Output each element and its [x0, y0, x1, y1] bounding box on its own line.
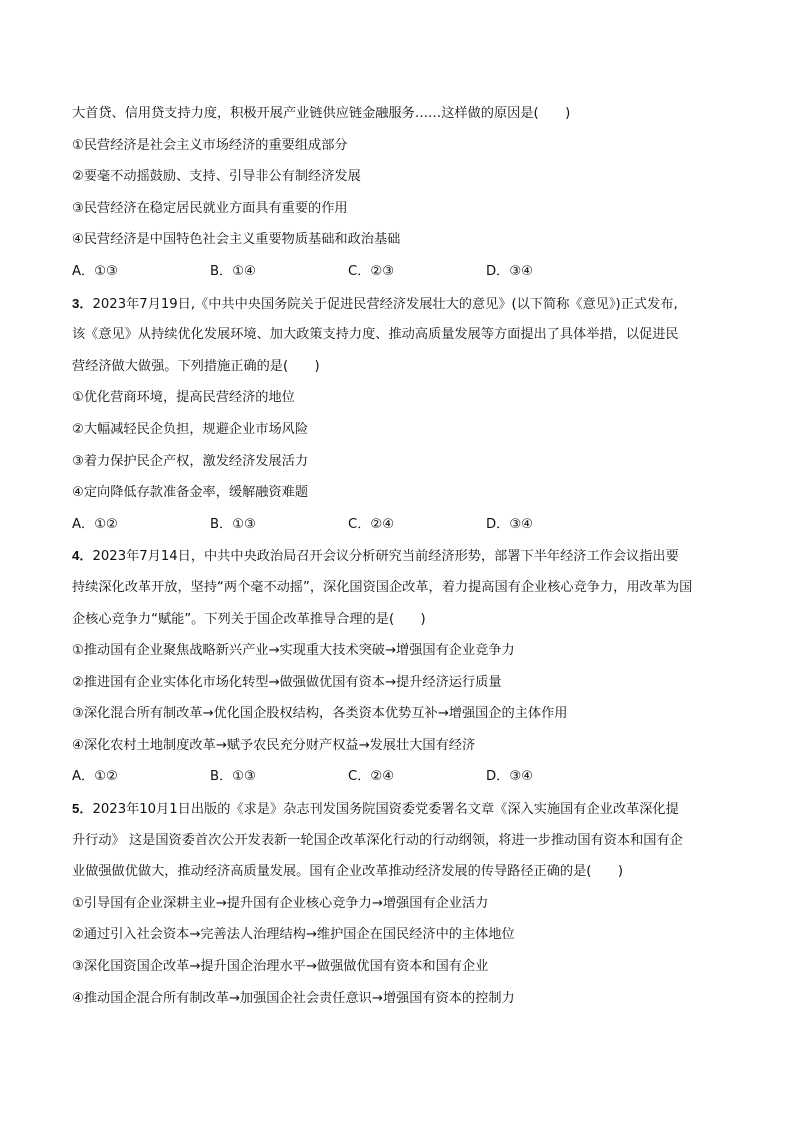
q4-stem-line-3: 企核心竞争力“赋能”。下列关于国企改革推导合理的是( ) [72, 611, 426, 627]
q2-choice-c: C．②③ [348, 263, 395, 279]
q5-option-3: ③深化国资国企改革→提升国企治理水平→做强做优国有资本和国有企业 [72, 959, 489, 975]
q4-choice-a: A．①② [72, 769, 118, 785]
q4-number: 4． [72, 548, 93, 564]
q5-stem-line-2: 升行动》 这是国资委首次公开发表新一轮国企改革深化行动的行动纲领，将进一步推动国有资本和国有企 [72, 832, 683, 848]
q4-option-4: ④深化农村土地制度改革→赋予农民充分财产权益→发展壮大国有经济 [72, 737, 476, 753]
q4-option-1: ①推动国有企业聚焦战略新兴产业→实现重大技术突破→增强国有企业竞争力 [72, 643, 515, 659]
q2-choice-b: B．①④ [210, 263, 256, 279]
q3-stem-line-3: 营经济做大做强。下列措施正确的是( ) [72, 358, 320, 374]
q2-option-2: ②要毫不动摇鼓励、支持、引导非公有制经济发展 [72, 169, 361, 185]
q4-stem-line-1 [72, 540, 722, 572]
q5-number: 5． [72, 801, 93, 817]
q4-stem-line-2: 持续深化改革开放，坚持“两个毫不动摇”，深化国资国企改革，着力提高国有企业核心竞争力，用改革为国 [72, 579, 693, 595]
q3-option-1: ①优化营商环境，提高民营经济的地位 [72, 390, 295, 406]
q3-choice-d: D．③④ [486, 516, 533, 532]
q5-option-1: ①引导国有企业深耕主业→提升国有企业核心竞争力→增强国有企业活力 [72, 895, 489, 911]
q4-option-3: ③深化混合所有制改革→优化国企股权结构，各类资本优势互补→增强国企的主体作用 [72, 706, 568, 722]
q3-choices [72, 509, 722, 541]
q3-number: 3． [72, 295, 93, 311]
q4-choice-d: D．③④ [486, 769, 533, 785]
q5-stem-text-1: 2023年10月1日出版的《求是》杂志刊发国务院国资委党委署名文章《深入实施国有企业改革深化提 [92, 802, 679, 818]
q2-choices [72, 256, 722, 288]
q2-option-3: ③民营经济在稳定居民就业方面具有重要的作用 [72, 200, 348, 216]
q5-option-2: ②通过引入社会资本→完善法人治理结构→维护国企在国民经济中的主体地位 [72, 927, 515, 943]
q4-option-2: ②推进国有企业实体化市场化转型→做强做优国有资本→提升经济运行质量 [72, 674, 502, 690]
q5-option-4: ④推动国企混合所有制改革→加强国企社会责任意识→增强国有资本的控制力 [72, 990, 515, 1006]
q2-option-4: ④民营经济是中国特色社会主义重要物质基础和政治基础 [72, 232, 401, 248]
q3-stem-text-1: 2023年7月19日,《中共中央国务院关于促进民营经济发展壮大的意见》(以下简称《意见》)正式发布, [92, 296, 678, 312]
question-list [72, 98, 722, 1014]
q3-option-2: ②大幅减轻民企负担，规避企业市场风险 [72, 421, 309, 437]
q2-stem-line: 大首贷、信用贷支持力度，积极开展产业链供应链金融服务……这样做的原因是( ) [72, 106, 571, 121]
q4-choice-c: C．②④ [348, 769, 395, 785]
q4-choice-b: B．①③ [210, 769, 256, 785]
q2-choice-d: D．③④ [486, 263, 533, 279]
q3-stem-line-1 [72, 288, 722, 320]
q4-stem-text-1: 2023年7月14日，中共中央政治局召开会议分析研究当前经济形势，部署下半年经济工作会议指出要 [92, 549, 679, 565]
q3-option-4: ④定向降低存款准备金率，缓解融资难题 [72, 485, 309, 501]
q3-choice-c: C．②④ [348, 516, 395, 532]
q5-stem-line-3: 业做强做优做大，推动经济高质量发展。国有企业改革推动经济发展的传导路径正确的是( ) [72, 864, 623, 880]
q3-choice-a: A．①② [72, 516, 118, 532]
q3-stem-line-2: 该《意见》从持续优化发展环境、加大政策支持力度、推动高质量发展等方面提出了具体举措，以促进民 [72, 327, 679, 343]
q3-option-3: ③着力保护民企产权，激发经济发展活力 [72, 453, 309, 469]
q3-choice-b: B．①③ [210, 516, 256, 532]
q2-choice-a: A．①③ [72, 263, 118, 279]
q5-stem-line-1 [72, 793, 722, 825]
q2-option-1: ①民营经济是社会主义市场经济的重要组成部分 [72, 137, 348, 153]
q4-choices [72, 761, 722, 793]
